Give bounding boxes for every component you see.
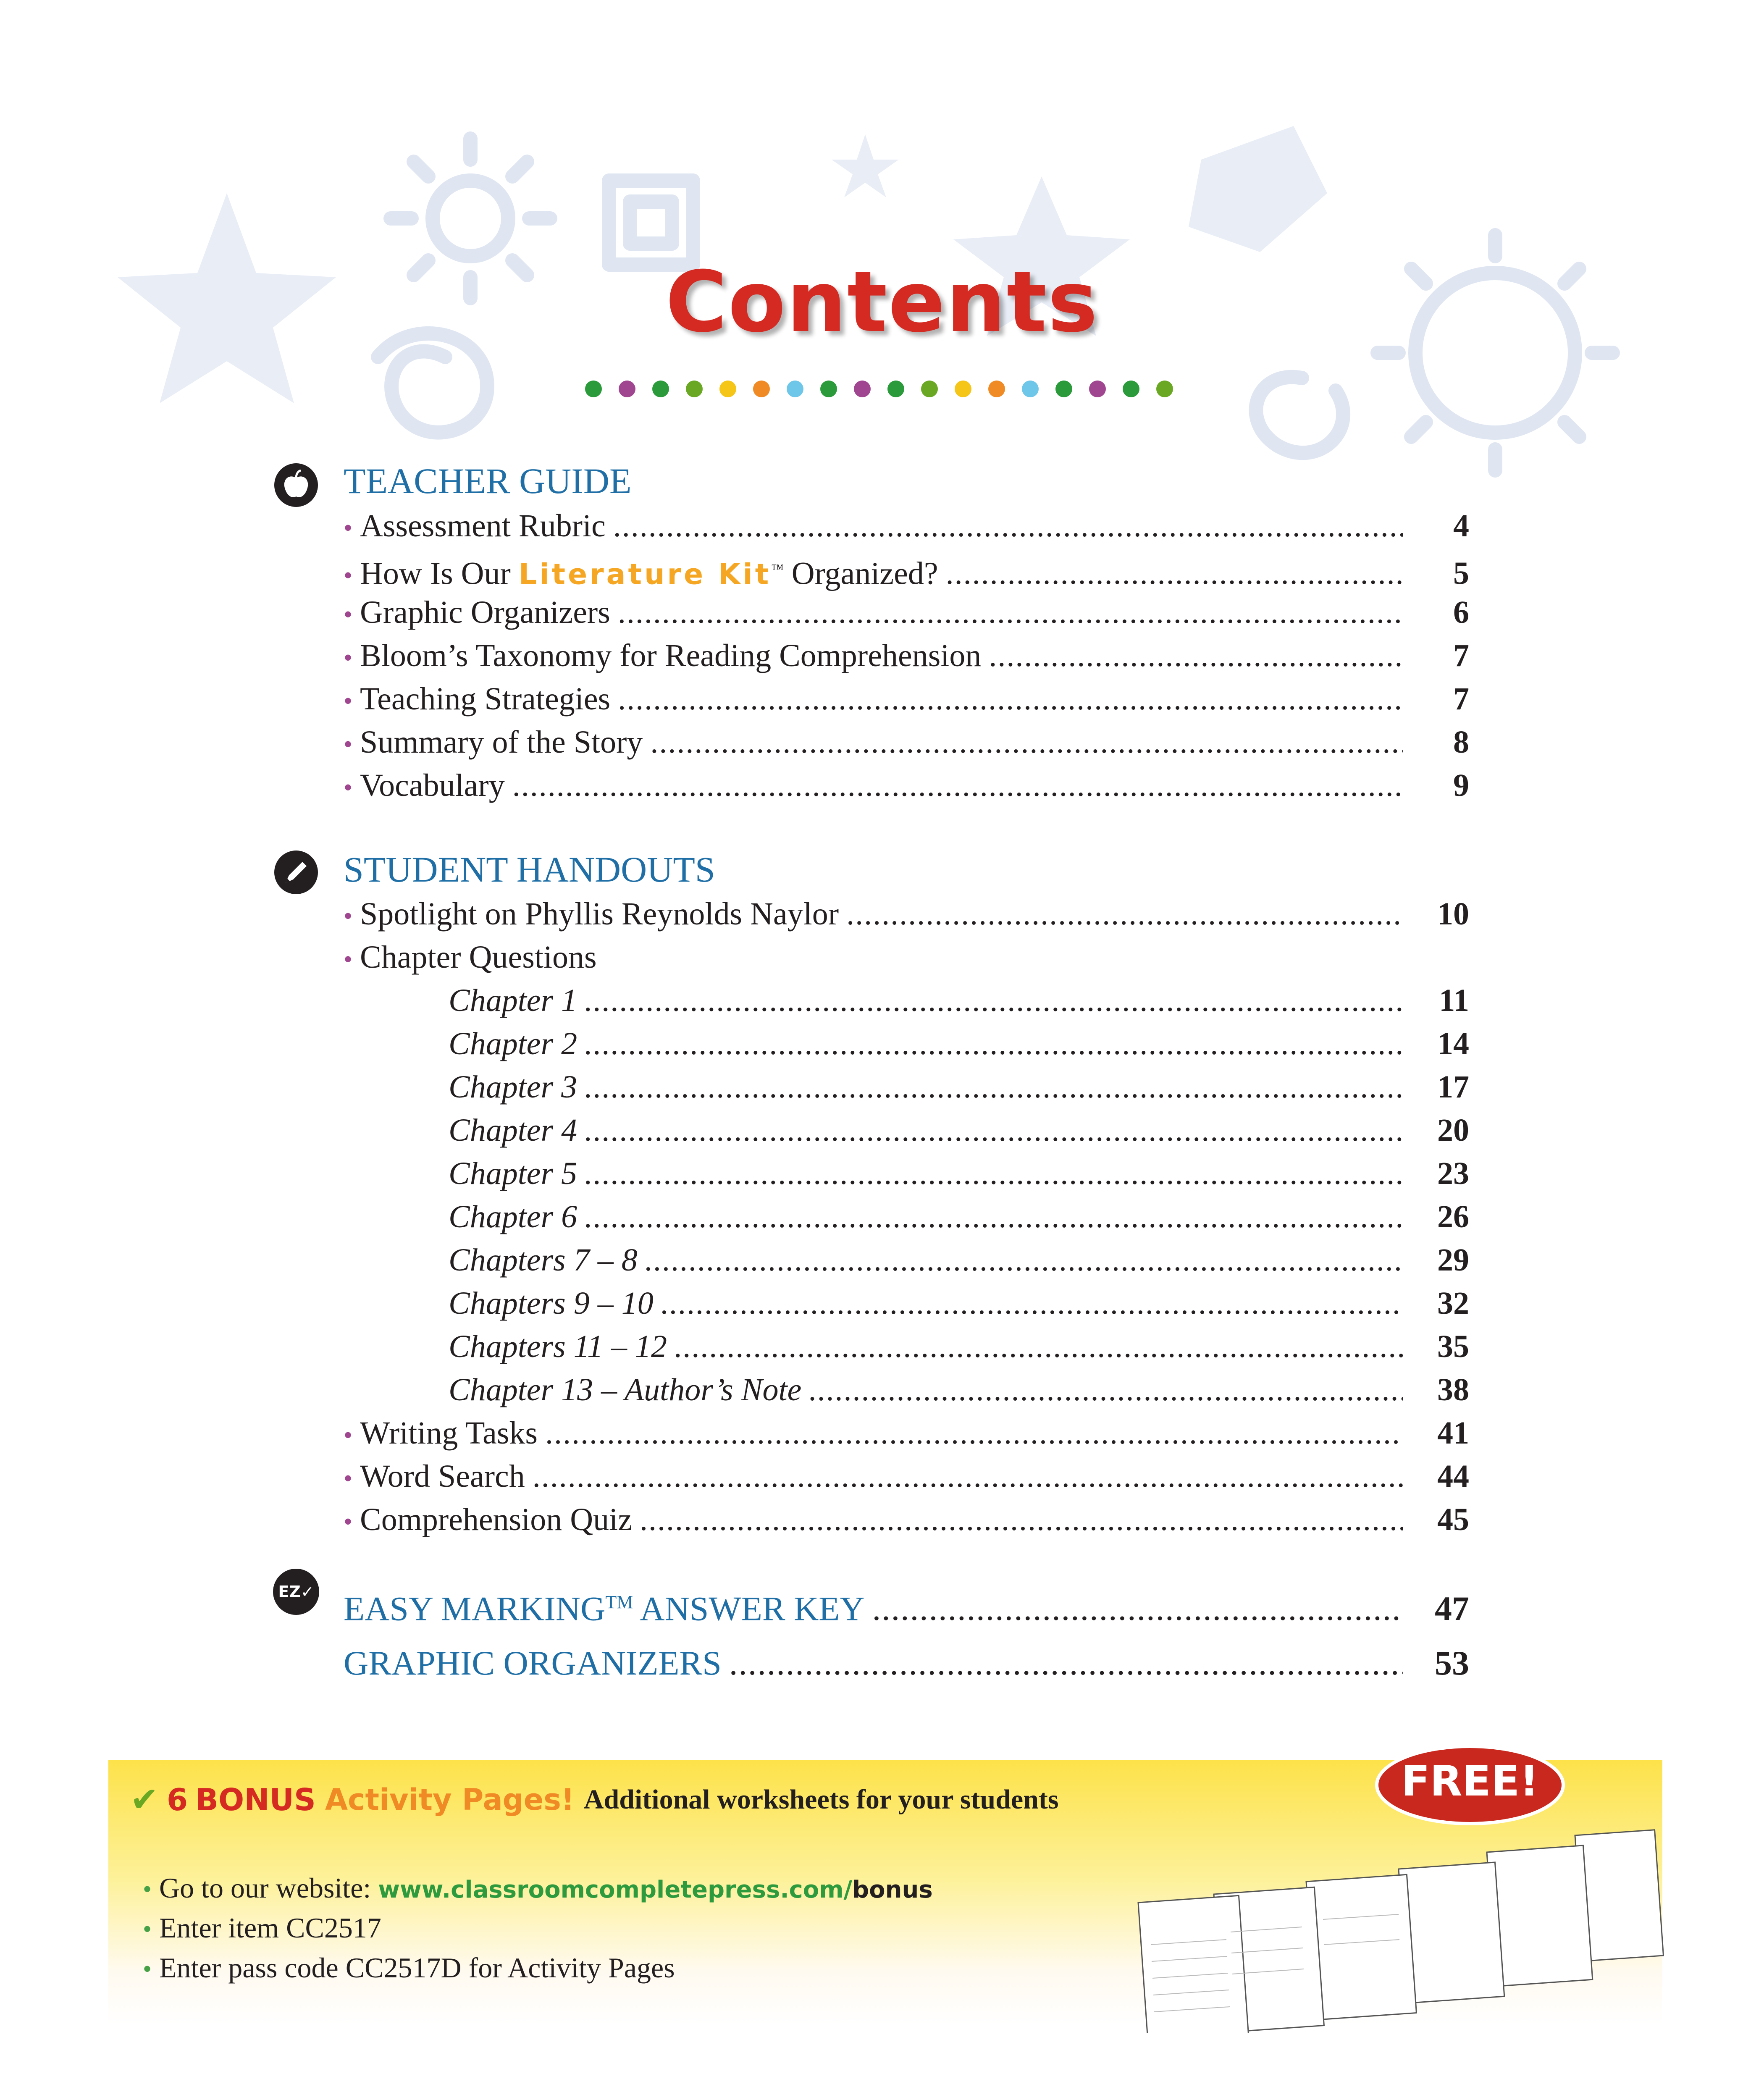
page-number: 35	[1437, 1329, 1469, 1364]
worksheet-thumbnails	[1130, 1806, 1667, 2033]
toc-item-teaching-strategies[interactable]: • Teaching Strategies ..... 7	[344, 679, 1469, 719]
toc-item-blooms-taxonomy[interactable]: • Bloom’s Taxonomy for Reading Comprehension ..... 7	[344, 635, 1469, 676]
bonus-website-line: • Go to our website: www.classroomcompletepress.com/bonus	[143, 1872, 933, 1904]
bullet: •	[344, 1465, 353, 1492]
page-number: 38	[1437, 1372, 1469, 1407]
teacher-guide-heading: TEACHER GUIDE	[344, 461, 632, 501]
page-number: 7	[1453, 681, 1469, 717]
bullet: •	[344, 902, 353, 930]
toc-item-writing-tasks[interactable]: • Writing Tasks ..... 41	[344, 1413, 1469, 1453]
page-number: 47	[1435, 1589, 1469, 1628]
divider-dot	[1123, 381, 1139, 397]
page-number: 53	[1435, 1644, 1469, 1682]
svg-text:FREE!: FREE!	[1401, 1756, 1539, 1806]
ez-check-icon: EZ✓	[273, 1569, 319, 1615]
page-number: 29	[1437, 1242, 1469, 1278]
bullet: •	[344, 687, 353, 715]
toc-item-chapter[interactable]: Chapter 5 ..... 23	[449, 1153, 1469, 1194]
page-number: 23	[1437, 1156, 1469, 1191]
page-number: 41	[1437, 1415, 1469, 1451]
bonus-item-line: • Enter item CC2517	[143, 1912, 381, 1944]
toc-item-chapter[interactable]: Chapter 6 ..... 26	[449, 1197, 1469, 1237]
toc-item-chapter-questions: • Chapter Questions	[344, 937, 1469, 977]
bullet: •	[344, 562, 353, 590]
spiral2-doodle	[1256, 377, 1343, 453]
divider-dot	[719, 381, 736, 397]
divider-dot	[1055, 381, 1072, 397]
divider-dot	[619, 381, 635, 397]
toc-item-chapter[interactable]: Chapters 11 – 12 ..... 35	[449, 1326, 1469, 1367]
page-number: 5	[1453, 556, 1469, 591]
bullet: •	[344, 514, 353, 542]
apple-icon	[273, 462, 319, 508]
bonus-passcode-line: • Enter pass code CC2517D for Activity Pages	[143, 1952, 675, 1984]
sun-doodle	[433, 181, 508, 256]
divider-dot	[1022, 381, 1039, 397]
bonus-heading: ✔ 6 BONUS Activity Pages! Additional worksheets for your students	[130, 1780, 1059, 1819]
small-star-doodle	[832, 134, 899, 197]
divider-dot	[955, 381, 971, 397]
toc-item-graphic-organizers-section[interactable]: GRAPHIC ORGANIZERS ..... 53	[344, 1643, 1469, 1683]
toc-item-spotlight[interactable]: • Spotlight on Phyllis Reynolds Naylor ..... 10	[344, 894, 1469, 934]
bullet: •	[344, 774, 353, 801]
divider-dot	[1089, 381, 1106, 397]
toc-item-comprehension-quiz[interactable]: • Comprehension Quiz ..... 45	[344, 1499, 1469, 1540]
toc-item-literature-kit[interactable]: • How Is Our Literature Kit™ Organized? ..... 5	[344, 549, 1469, 589]
divider-dot	[988, 381, 1005, 397]
toc-item-chapter[interactable]: Chapter 1 ..... 11	[449, 980, 1469, 1021]
divider-dot	[820, 381, 837, 397]
toc-item-answer-key[interactable]: EASY MARKING™ ANSWER KEY ..... 47	[344, 1582, 1469, 1622]
toc-item-chapter[interactable]: Chapters 9 – 10 ..... 32	[449, 1283, 1469, 1323]
divider-dot	[585, 381, 602, 397]
divider-dot	[854, 381, 871, 397]
toc-item-word-search[interactable]: • Word Search ..... 44	[344, 1456, 1469, 1496]
toc-item-assessment-rubric[interactable]: • Assessment Rubric ..... 4	[344, 506, 1469, 546]
toc-item-chapter[interactable]: Chapter 2 ..... 14	[449, 1024, 1469, 1064]
bullet: •	[344, 1508, 353, 1536]
page-number: 17	[1437, 1069, 1469, 1105]
toc-item-chapter[interactable]: Chapters 7 – 8 ..... 29	[449, 1240, 1469, 1280]
page-number: 11	[1439, 983, 1469, 1018]
page-number: 26	[1437, 1199, 1469, 1234]
page-number: 7	[1453, 638, 1469, 673]
heart-box-doodle	[1189, 126, 1327, 252]
color-dot-divider	[582, 376, 1186, 402]
divider-dot	[753, 381, 770, 397]
divider-dot	[887, 381, 904, 397]
page-title: Contents	[665, 253, 1099, 351]
toc-item-chapter[interactable]: Chapter 13 – Author’s Note ..... 38	[449, 1370, 1469, 1410]
toc-item-chapter[interactable]: Chapter 4 ..... 20	[449, 1110, 1469, 1150]
checkmark-icon: ✔	[130, 1780, 159, 1819]
page-number: 32	[1437, 1286, 1469, 1321]
page-number: 8	[1453, 724, 1469, 760]
bullet: •	[344, 945, 353, 973]
page-number: 44	[1437, 1459, 1469, 1494]
divider-dot	[921, 381, 938, 397]
pencil-icon	[273, 849, 319, 895]
page-number: 9	[1453, 768, 1469, 803]
bullet: •	[344, 1421, 353, 1449]
page-number: 14	[1437, 1026, 1469, 1061]
page-number: 4	[1453, 508, 1469, 543]
bullet: •	[344, 730, 353, 758]
page-number: 20	[1437, 1113, 1469, 1148]
divider-dot	[1156, 381, 1173, 397]
literature-kit-brand: Literature Kit	[518, 558, 772, 591]
free-badge	[1373, 1743, 1567, 1827]
student-handouts-heading: STUDENT HANDOUTS	[344, 849, 715, 890]
bonus-url-link[interactable]: www.classroomcompletepress.com/bonus	[378, 1876, 933, 1903]
toc-item-vocabulary[interactable]: • Vocabulary ..... 9	[344, 765, 1469, 806]
page-number: 45	[1437, 1502, 1469, 1537]
toc-item-summary[interactable]: • Summary of the Story ..... 8	[344, 722, 1469, 762]
page-number: 10	[1437, 896, 1469, 932]
divider-dot	[787, 381, 803, 397]
worksheet-thumb	[1138, 1895, 1248, 2033]
divider-dot	[652, 381, 669, 397]
toc-item-chapter[interactable]: Chapter 3 ..... 17	[449, 1067, 1469, 1107]
bullet: •	[344, 601, 353, 628]
page-number: 6	[1453, 595, 1469, 630]
bullet: •	[344, 644, 353, 672]
toc-item-graphic-organizers[interactable]: • Graphic Organizers ..... 6	[344, 592, 1469, 633]
divider-dot	[686, 381, 703, 397]
